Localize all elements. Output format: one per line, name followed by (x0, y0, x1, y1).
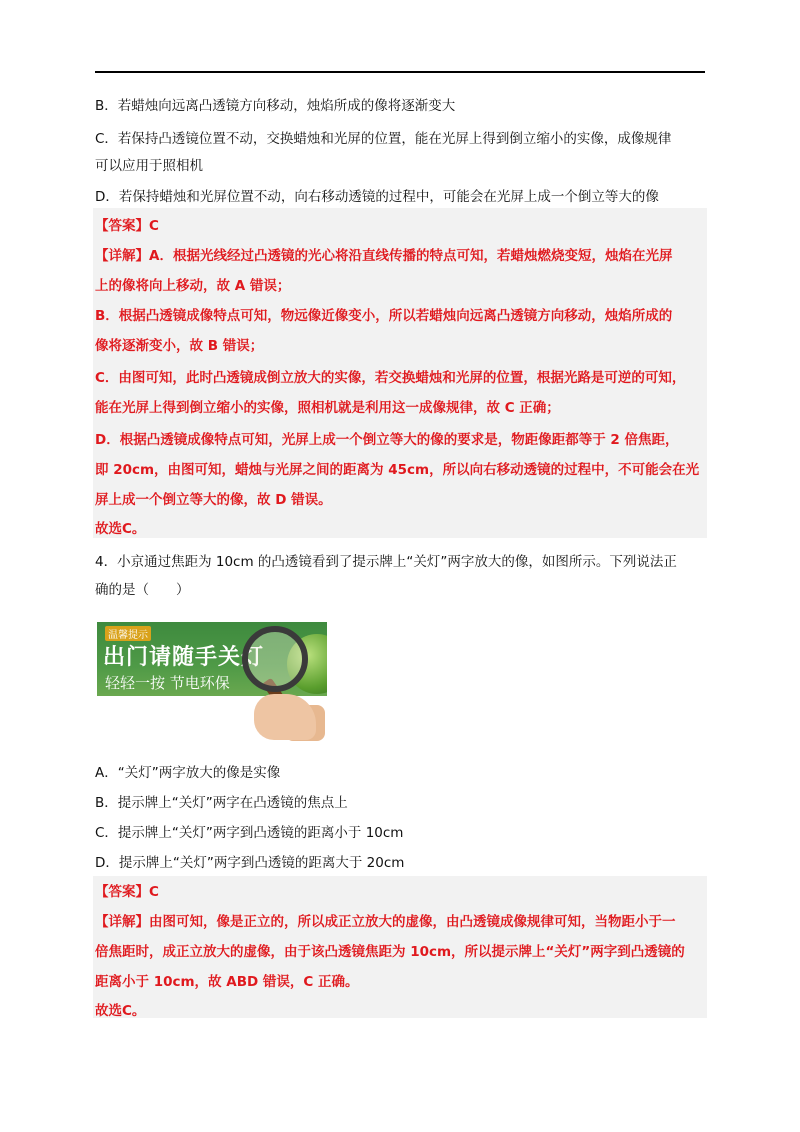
q4-stem-line2: 确的是（ ） (95, 582, 190, 598)
q3-option-c-line1: C．若保持凸透镜位置不动，交换蜡烛和光屏的位置，能在光屏上得到倒立缩小的实像，成像规律 (95, 131, 672, 147)
q3-detail-line: 屏上成一个倒立等大的像，故 D 错误。 (95, 492, 332, 508)
q4-conclusion: 故选C。 (95, 1003, 146, 1019)
q3-option-c-line2: 可以应用于照相机 (95, 158, 203, 174)
header-rule (95, 71, 705, 73)
q4-option-b: B．提示牌上“关灯”两字在凸透镜的焦点上 (95, 795, 348, 811)
q3-detail-line: 上的像将向上移动，故 A 错误； (95, 278, 291, 294)
sign-tag: 温馨提示 (105, 626, 151, 641)
q3-option-d: D．若保持蜡烛和光屏位置不动，向右移动透镜的过程中，可能会在光屏上成一个倒立等大的像 (95, 189, 659, 205)
q4-option-d: D．提示牌上“关灯”两字到凸透镜的距离大于 20cm (95, 855, 405, 871)
sign-main-text: 出门请随手关灯 (103, 645, 265, 670)
q4-detail-line: 【详解】由图可知，像是正立的，所以成正立放大的虚像，由凸透镜成像规律可知，当物距小于一 (95, 914, 676, 930)
q3-detail-line: D．根据凸透镜成像特点可知，光屏上成一个倒立等大的像的要求是，物距像距都等于 2 倍焦距， (95, 432, 679, 448)
sign-sub-text: 轻轻一按 节电环保 (105, 674, 230, 692)
q3-option-b: B．若蜡烛向远离凸透镜方向移动，烛焰所成的像将逐渐变大 (95, 98, 456, 114)
q3-answer: 【答案】C (95, 218, 159, 234)
q3-detail-line: 即 20cm，由图可知，蜡烛与光屏之间的距离为 45cm，所以向右移动透镜的过程中，不可能会在光 (95, 462, 700, 478)
q3-detail-line: C．由图可知，此时凸透镜成倒立放大的实像，若交换蜡烛和光屏的位置，根据光路是可逆的可知， (95, 370, 686, 386)
q3-conclusion: 故选C。 (95, 521, 146, 537)
q3-detail-line: B．根据凸透镜成像特点可知，物远像近像变小，所以若蜡烛向远离凸透镜方向移动，烛焰所成的 (95, 308, 673, 324)
q3-detail-line: 能在光屏上得到倒立缩小的实像，照相机就是利用这一成像规律，故 C 正确； (95, 400, 560, 416)
q4-option-c: C．提示牌上“关灯”两字到凸透镜的距离小于 10cm (95, 825, 404, 841)
q4-stem-line1: 4．小京通过焦距为 10cm 的凸透镜看到了提示牌上“关灯”两字放大的像，如图所示。下列说法正 (95, 554, 677, 570)
hand-shape (254, 694, 316, 740)
q4-detail-line: 倍焦距时，成正立放大的虚像，由于该凸透镜焦距为 10cm，所以提示牌上“关灯”两字到凸透镜的 (95, 944, 685, 960)
q4-detail-line: 距离小于 10cm，故 ABD 错误，C 正确。 (95, 974, 359, 990)
q4-option-a: A．“关灯”两字放大的像是实像 (95, 765, 281, 781)
q3-detail-line: 【详解】A．根据光线经过凸透镜的光心将沿直线传播的特点可知，若蜡烛燃烧变短，烛焰在光屏 (95, 248, 673, 264)
q4-answer: 【答案】C (95, 884, 159, 900)
q3-detail-line: 像将逐渐变小，故 B 错误； (95, 338, 264, 354)
magnifying-glass-icon (242, 626, 308, 692)
